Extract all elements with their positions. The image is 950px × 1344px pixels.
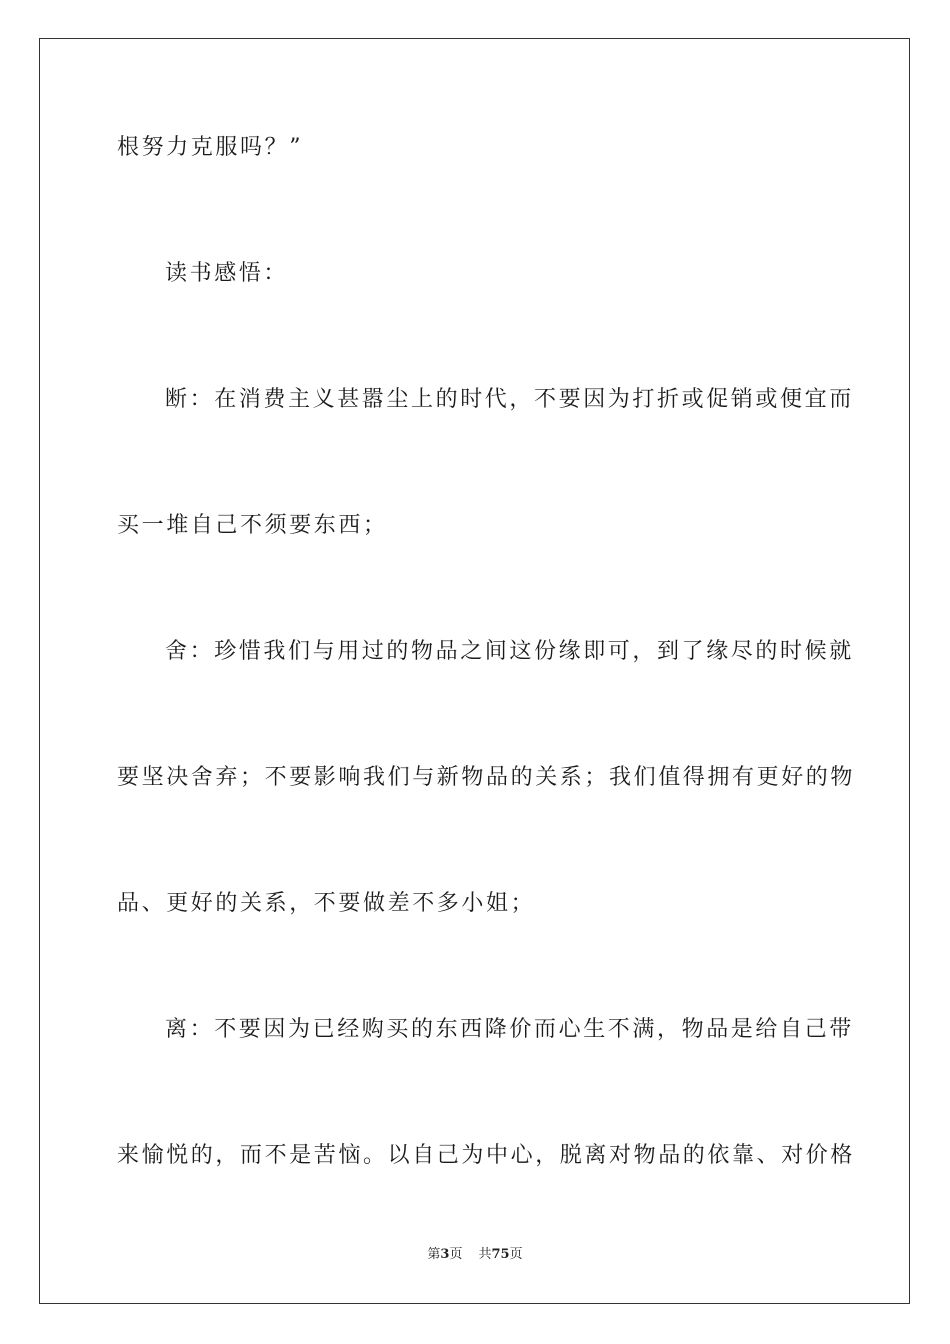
current-page-number: 3 xyxy=(440,1247,450,1262)
text-line-4: 买一堆自己不须要东西； xyxy=(117,513,388,538)
total-pages-number: 75 xyxy=(491,1247,510,1262)
text-line-1: 根努力克服吗？” xyxy=(117,135,304,160)
text-line-7: 品、更好的关系，不要做差不多小姐； xyxy=(117,891,536,916)
total-suffix: 页 xyxy=(509,1247,523,1262)
page-prefix: 第 xyxy=(427,1247,441,1262)
text-line-6: 要坚决舍弃；不要影响我们与新物品的关系；我们值得拥有更好的物 xyxy=(117,765,856,790)
page-suffix: 页 xyxy=(449,1247,463,1262)
text-line-3: 断：在消费主义甚嚣尘上的时代，不要因为打折或促销或便宜而 xyxy=(165,387,854,412)
total-prefix: 共 xyxy=(478,1247,492,1262)
text-line-2: 读书感悟： xyxy=(165,261,289,286)
page-footer xyxy=(0,1246,950,1264)
text-line-5: 舍：珍惜我们与用过的物品之间这份缘即可，到了缘尽的时候就 xyxy=(165,639,854,664)
text-line-9: 来愉悦的，而不是苦恼。以自己为中心，脱离对物品的依靠、对价格 xyxy=(117,1143,856,1168)
text-line-8: 离：不要因为已经购买的东西降价而心生不满，物品是给自己带 xyxy=(165,1017,854,1042)
page-frame xyxy=(39,38,910,1304)
